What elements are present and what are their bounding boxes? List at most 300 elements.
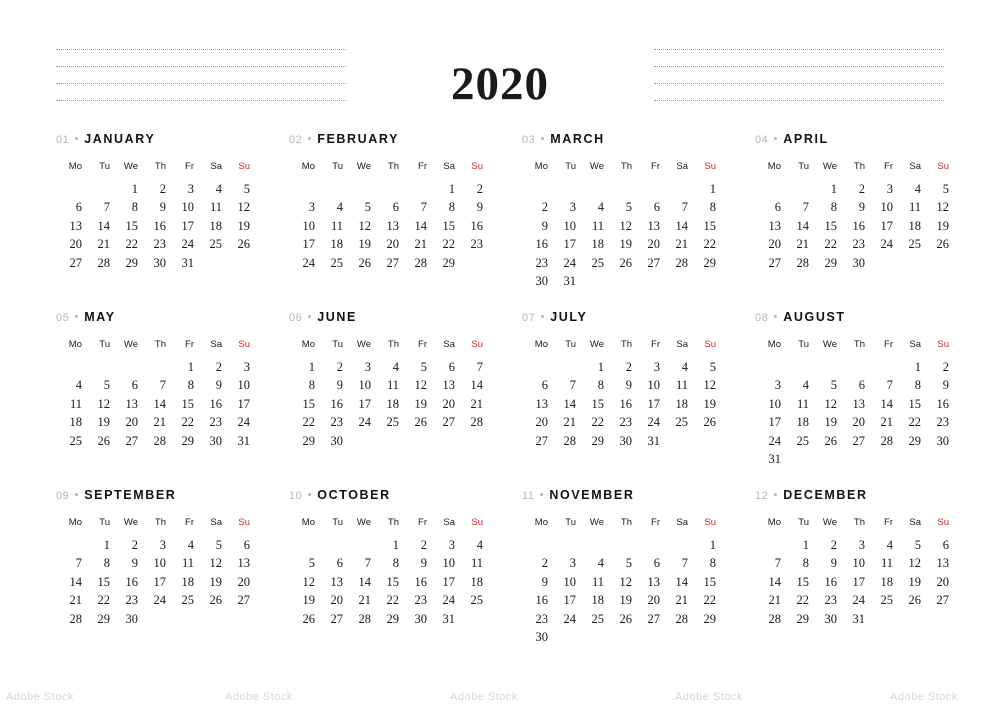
day-cell[interactable]: 19 — [619, 237, 632, 251]
day-cell[interactable]: 22 — [908, 415, 921, 429]
day-cell[interactable]: 7 — [75, 556, 82, 570]
day-cell[interactable]: 12 — [703, 378, 716, 392]
day-cell[interactable]: 2 — [942, 359, 949, 374]
day-cell[interactable]: 22 — [386, 593, 399, 607]
day-cell[interactable]: 15 — [703, 218, 716, 233]
day-cell[interactable]: 27 — [69, 255, 82, 270]
day-cell[interactable]: 11 — [591, 218, 604, 233]
day-cell[interactable]: 22 — [125, 237, 138, 251]
day-cell[interactable]: 29 — [591, 433, 604, 448]
day-cell[interactable]: 8 — [914, 378, 921, 392]
day-cell[interactable]: 1 — [187, 359, 194, 374]
day-cell[interactable]: 12 — [619, 574, 632, 589]
day-cell[interactable]: 21 — [414, 237, 427, 251]
day-cell[interactable]: 17 — [302, 237, 315, 251]
day-cell[interactable]: 1 — [830, 181, 837, 196]
day-cell[interactable]: 8 — [830, 200, 837, 214]
day-cell[interactable]: 14 — [358, 574, 371, 589]
day-cell[interactable]: 28 — [97, 255, 110, 270]
day-cell[interactable]: 4 — [392, 359, 399, 374]
day-cell[interactable]: 20 — [768, 237, 781, 251]
day-cell[interactable]: 24 — [563, 611, 576, 626]
day-cell[interactable]: 9 — [541, 574, 548, 589]
day-cell[interactable]: 13 — [647, 218, 660, 233]
day-cell[interactable]: 19 — [824, 415, 837, 429]
day-cell[interactable]: 5 — [215, 537, 222, 552]
day-cell[interactable]: 12 — [358, 218, 371, 233]
day-cell[interactable]: 16 — [535, 593, 548, 607]
day-cell[interactable]: 31 — [852, 611, 865, 626]
day-cell[interactable]: 8 — [597, 378, 604, 392]
day-cell[interactable]: 1 — [709, 537, 716, 552]
day-cell[interactable]: 5 — [942, 181, 949, 196]
day-cell[interactable]: 17 — [358, 396, 371, 411]
day-cell[interactable]: 20 — [535, 415, 548, 429]
day-cell[interactable]: 18 — [386, 396, 399, 411]
day-cell[interactable]: 17 — [563, 593, 576, 607]
day-cell[interactable]: 1 — [131, 181, 138, 196]
day-cell[interactable]: 15 — [591, 396, 604, 411]
day-cell[interactable]: 19 — [703, 396, 716, 411]
day-cell[interactable]: 22 — [97, 593, 110, 607]
day-cell[interactable]: 10 — [880, 200, 893, 214]
day-cell[interactable]: 14 — [414, 218, 427, 233]
day-cell[interactable]: 23 — [619, 415, 632, 429]
day-cell[interactable]: 10 — [153, 556, 166, 570]
day-cell[interactable]: 6 — [131, 378, 138, 392]
day-cell[interactable]: 20 — [647, 237, 660, 251]
day-cell[interactable]: 7 — [886, 378, 893, 392]
day-cell[interactable]: 7 — [774, 556, 781, 570]
day-cell[interactable]: 20 — [647, 593, 660, 607]
day-cell[interactable]: 2 — [420, 537, 427, 552]
day-cell[interactable]: 8 — [448, 200, 455, 214]
day-cell[interactable]: 7 — [476, 359, 483, 374]
day-cell[interactable]: 26 — [703, 415, 716, 429]
day-cell[interactable]: 18 — [675, 396, 688, 411]
day-cell[interactable]: 10 — [358, 378, 371, 392]
day-cell[interactable]: 19 — [237, 218, 250, 233]
day-cell[interactable]: 13 — [647, 574, 660, 589]
day-cell[interactable]: 30 — [153, 255, 166, 270]
day-cell[interactable]: 7 — [569, 378, 576, 392]
day-cell[interactable]: 20 — [330, 593, 343, 607]
day-cell[interactable]: 12 — [824, 396, 837, 411]
day-cell[interactable]: 9 — [541, 218, 548, 233]
day-cell[interactable]: 15 — [181, 396, 194, 411]
day-cell[interactable]: 28 — [153, 433, 166, 448]
day-cell[interactable]: 10 — [768, 396, 781, 411]
day-cell[interactable]: 4 — [336, 200, 343, 214]
day-cell[interactable]: 5 — [914, 537, 921, 552]
day-cell[interactable]: 21 — [69, 593, 82, 607]
day-cell[interactable]: 3 — [308, 200, 315, 214]
day-cell[interactable]: 19 — [97, 415, 110, 429]
day-cell[interactable]: 19 — [908, 574, 921, 589]
day-cell[interactable]: 1 — [392, 537, 399, 552]
day-cell[interactable]: 16 — [619, 396, 632, 411]
day-cell[interactable]: 17 — [237, 396, 250, 411]
day-cell[interactable]: 18 — [470, 574, 483, 589]
day-cell[interactable]: 30 — [414, 611, 427, 626]
day-cell[interactable]: 29 — [386, 611, 399, 626]
day-cell[interactable]: 22 — [796, 593, 809, 607]
day-cell[interactable]: 27 — [442, 415, 455, 429]
day-cell[interactable]: 24 — [768, 433, 781, 448]
day-cell[interactable]: 13 — [237, 556, 250, 570]
day-cell[interactable]: 8 — [103, 556, 110, 570]
day-cell[interactable]: 27 — [647, 255, 660, 270]
day-cell[interactable]: 3 — [858, 537, 865, 552]
day-cell[interactable]: 24 — [302, 255, 315, 270]
day-cell[interactable]: 16 — [470, 218, 483, 233]
day-cell[interactable]: 10 — [442, 556, 455, 570]
day-cell[interactable]: 27 — [768, 255, 781, 270]
day-cell[interactable]: 12 — [414, 378, 427, 392]
day-cell[interactable]: 25 — [591, 255, 604, 270]
day-cell[interactable]: 27 — [386, 255, 399, 270]
day-cell[interactable]: 3 — [187, 181, 194, 196]
day-cell[interactable]: 11 — [796, 396, 809, 411]
day-cell[interactable]: 22 — [181, 415, 194, 429]
day-cell[interactable]: 5 — [625, 556, 632, 570]
day-cell[interactable]: 13 — [768, 218, 781, 233]
day-cell[interactable]: 25 — [796, 433, 809, 448]
day-cell[interactable]: 5 — [364, 200, 371, 214]
day-cell[interactable]: 2 — [541, 200, 548, 214]
day-cell[interactable]: 1 — [308, 359, 315, 374]
day-cell[interactable]: 28 — [358, 611, 371, 626]
day-cell[interactable]: 6 — [448, 359, 455, 374]
day-cell[interactable]: 19 — [414, 396, 427, 411]
day-cell[interactable]: 30 — [824, 611, 837, 626]
day-cell[interactable]: 13 — [852, 396, 865, 411]
day-cell[interactable]: 2 — [336, 359, 343, 374]
day-cell[interactable]: 10 — [302, 218, 315, 233]
day-cell[interactable]: 17 — [563, 237, 576, 251]
day-cell[interactable]: 13 — [535, 396, 548, 411]
day-cell[interactable]: 12 — [619, 218, 632, 233]
day-cell[interactable]: 22 — [703, 237, 716, 251]
day-cell[interactable]: 2 — [476, 181, 483, 196]
day-cell[interactable]: 22 — [302, 415, 315, 429]
day-cell[interactable]: 25 — [880, 593, 893, 607]
day-cell[interactable]: 18 — [591, 593, 604, 607]
day-cell[interactable]: 24 — [358, 415, 371, 429]
day-cell[interactable]: 9 — [159, 200, 166, 214]
day-cell[interactable]: 14 — [675, 574, 688, 589]
day-cell[interactable]: 6 — [243, 537, 250, 552]
day-cell[interactable]: 18 — [209, 218, 222, 233]
day-cell[interactable]: 26 — [619, 255, 632, 270]
day-cell[interactable]: 1 — [448, 181, 455, 196]
day-cell[interactable]: 29 — [824, 255, 837, 270]
day-cell[interactable]: 9 — [625, 378, 632, 392]
day-cell[interactable]: 16 — [330, 396, 343, 411]
day-cell[interactable]: 7 — [159, 378, 166, 392]
day-cell[interactable]: 20 — [125, 415, 138, 429]
day-cell[interactable]: 2 — [131, 537, 138, 552]
day-cell[interactable]: 16 — [535, 237, 548, 251]
day-cell[interactable]: 26 — [619, 611, 632, 626]
day-cell[interactable]: 21 — [563, 415, 576, 429]
day-cell[interactable]: 11 — [386, 378, 399, 392]
day-cell[interactable]: 13 — [69, 218, 82, 233]
day-cell[interactable]: 8 — [802, 556, 809, 570]
day-cell[interactable]: 6 — [653, 200, 660, 214]
day-cell[interactable]: 3 — [774, 378, 781, 392]
day-cell[interactable]: 19 — [619, 593, 632, 607]
day-cell[interactable]: 24 — [181, 237, 194, 251]
day-cell[interactable]: 22 — [591, 415, 604, 429]
day-cell[interactable]: 12 — [97, 396, 110, 411]
day-cell[interactable]: 23 — [824, 593, 837, 607]
day-cell[interactable]: 27 — [535, 433, 548, 448]
day-cell[interactable]: 29 — [125, 255, 138, 270]
day-cell[interactable]: 14 — [796, 218, 809, 233]
day-cell[interactable]: 10 — [563, 218, 576, 233]
day-cell[interactable]: 27 — [647, 611, 660, 626]
day-cell[interactable]: 28 — [563, 433, 576, 448]
day-cell[interactable]: 23 — [852, 237, 865, 251]
day-cell[interactable]: 29 — [302, 433, 315, 448]
day-cell[interactable]: 23 — [330, 415, 343, 429]
day-cell[interactable]: 3 — [159, 537, 166, 552]
day-cell[interactable]: 29 — [796, 611, 809, 626]
day-cell[interactable]: 14 — [880, 396, 893, 411]
day-cell[interactable]: 6 — [75, 200, 82, 214]
day-cell[interactable]: 13 — [442, 378, 455, 392]
day-cell[interactable]: 25 — [675, 415, 688, 429]
day-cell[interactable]: 18 — [69, 415, 82, 429]
day-cell[interactable]: 7 — [681, 556, 688, 570]
day-cell[interactable]: 24 — [153, 593, 166, 607]
day-cell[interactable]: 11 — [209, 200, 222, 214]
day-cell[interactable]: 4 — [597, 200, 604, 214]
day-cell[interactable]: 26 — [358, 255, 371, 270]
day-cell[interactable]: 18 — [908, 218, 921, 233]
day-cell[interactable]: 27 — [237, 593, 250, 607]
day-cell[interactable]: 19 — [936, 218, 949, 233]
day-cell[interactable]: 13 — [125, 396, 138, 411]
day-cell[interactable]: 11 — [880, 556, 893, 570]
day-cell[interactable]: 11 — [330, 218, 343, 233]
day-cell[interactable]: 26 — [97, 433, 110, 448]
day-cell[interactable]: 27 — [125, 433, 138, 448]
day-cell[interactable]: 6 — [942, 537, 949, 552]
day-cell[interactable]: 16 — [414, 574, 427, 589]
day-cell[interactable]: 1 — [914, 359, 921, 374]
day-cell[interactable]: 6 — [774, 200, 781, 214]
day-cell[interactable]: 1 — [709, 181, 716, 196]
day-cell[interactable]: 21 — [880, 415, 893, 429]
day-cell[interactable]: 18 — [181, 574, 194, 589]
day-cell[interactable]: 3 — [243, 359, 250, 374]
day-cell[interactable]: 8 — [131, 200, 138, 214]
day-cell[interactable]: 6 — [653, 556, 660, 570]
day-cell[interactable]: 27 — [936, 593, 949, 607]
day-cell[interactable]: 31 — [563, 274, 576, 288]
day-cell[interactable]: 3 — [569, 556, 576, 570]
day-cell[interactable]: 23 — [209, 415, 222, 429]
day-cell[interactable]: 2 — [830, 537, 837, 552]
day-cell[interactable]: 21 — [675, 593, 688, 607]
day-cell[interactable]: 21 — [97, 237, 110, 251]
day-cell[interactable]: 4 — [681, 359, 688, 374]
day-cell[interactable]: 12 — [237, 200, 250, 214]
day-cell[interactable]: 5 — [103, 378, 110, 392]
day-cell[interactable]: 8 — [709, 556, 716, 570]
day-cell[interactable]: 5 — [420, 359, 427, 374]
day-cell[interactable]: 22 — [442, 237, 455, 251]
day-cell[interactable]: 24 — [880, 237, 893, 251]
day-cell[interactable]: 26 — [209, 593, 222, 607]
day-cell[interactable]: 8 — [187, 378, 194, 392]
day-cell[interactable]: 25 — [181, 593, 194, 607]
day-cell[interactable]: 27 — [330, 611, 343, 626]
day-cell[interactable]: 2 — [858, 181, 865, 196]
day-cell[interactable]: 15 — [302, 396, 315, 411]
day-cell[interactable]: 13 — [936, 556, 949, 570]
day-cell[interactable]: 15 — [97, 574, 110, 589]
day-cell[interactable]: 16 — [936, 396, 949, 411]
day-cell[interactable]: 2 — [625, 359, 632, 374]
day-cell[interactable]: 23 — [125, 593, 138, 607]
day-cell[interactable]: 17 — [768, 415, 781, 429]
day-cell[interactable]: 11 — [908, 200, 921, 214]
day-cell[interactable]: 2 — [159, 181, 166, 196]
day-cell[interactable]: 4 — [215, 181, 222, 196]
day-cell[interactable]: 26 — [908, 593, 921, 607]
day-cell[interactable]: 17 — [181, 218, 194, 233]
day-cell[interactable]: 30 — [535, 274, 548, 288]
day-cell[interactable]: 2 — [215, 359, 222, 374]
day-cell[interactable]: 4 — [476, 537, 483, 552]
day-cell[interactable]: 28 — [414, 255, 427, 270]
day-cell[interactable]: 25 — [69, 433, 82, 448]
day-cell[interactable]: 30 — [125, 611, 138, 626]
day-cell[interactable]: 23 — [414, 593, 427, 607]
day-cell[interactable]: 14 — [97, 218, 110, 233]
day-cell[interactable]: 9 — [420, 556, 427, 570]
day-cell[interactable]: 20 — [936, 574, 949, 589]
day-cell[interactable]: 3 — [569, 200, 576, 214]
day-cell[interactable]: 22 — [824, 237, 837, 251]
day-cell[interactable]: 23 — [470, 237, 483, 251]
day-cell[interactable]: 29 — [703, 255, 716, 270]
day-cell[interactable]: 27 — [852, 433, 865, 448]
day-cell[interactable]: 5 — [308, 556, 315, 570]
day-cell[interactable]: 12 — [209, 556, 222, 570]
day-cell[interactable]: 25 — [330, 255, 343, 270]
day-cell[interactable]: 16 — [125, 574, 138, 589]
day-cell[interactable]: 10 — [852, 556, 865, 570]
day-cell[interactable]: 6 — [541, 378, 548, 392]
day-cell[interactable]: 10 — [237, 378, 250, 392]
day-cell[interactable]: 14 — [69, 574, 82, 589]
day-cell[interactable]: 9 — [336, 378, 343, 392]
day-cell[interactable]: 15 — [796, 574, 809, 589]
day-cell[interactable]: 9 — [476, 200, 483, 214]
day-cell[interactable]: 26 — [414, 415, 427, 429]
day-cell[interactable]: 16 — [153, 218, 166, 233]
day-cell[interactable]: 4 — [802, 378, 809, 392]
day-cell[interactable]: 20 — [852, 415, 865, 429]
day-cell[interactable]: 16 — [824, 574, 837, 589]
day-cell[interactable]: 10 — [647, 378, 660, 392]
day-cell[interactable]: 25 — [591, 611, 604, 626]
day-cell[interactable]: 4 — [914, 181, 921, 196]
day-cell[interactable]: 3 — [653, 359, 660, 374]
day-cell[interactable]: 26 — [302, 611, 315, 626]
day-cell[interactable]: 1 — [802, 537, 809, 552]
day-cell[interactable]: 21 — [796, 237, 809, 251]
day-cell[interactable]: 9 — [942, 378, 949, 392]
day-cell[interactable]: 28 — [675, 255, 688, 270]
day-cell[interactable]: 2 — [541, 556, 548, 570]
day-cell[interactable]: 18 — [880, 574, 893, 589]
day-cell[interactable]: 31 — [768, 452, 781, 466]
day-cell[interactable]: 23 — [153, 237, 166, 251]
day-cell[interactable]: 1 — [597, 359, 604, 374]
day-cell[interactable]: 11 — [591, 574, 604, 589]
day-cell[interactable]: 13 — [330, 574, 343, 589]
day-cell[interactable]: 31 — [181, 255, 194, 270]
day-cell[interactable]: 30 — [619, 433, 632, 448]
day-cell[interactable]: 3 — [886, 181, 893, 196]
day-cell[interactable]: 25 — [209, 237, 222, 251]
day-cell[interactable]: 13 — [386, 218, 399, 233]
day-cell[interactable]: 6 — [336, 556, 343, 570]
day-cell[interactable]: 12 — [936, 200, 949, 214]
day-cell[interactable]: 7 — [364, 556, 371, 570]
day-cell[interactable]: 26 — [237, 237, 250, 251]
day-cell[interactable]: 5 — [709, 359, 716, 374]
day-cell[interactable]: 28 — [675, 611, 688, 626]
day-cell[interactable]: 26 — [824, 433, 837, 448]
day-cell[interactable]: 11 — [675, 378, 688, 392]
day-cell[interactable]: 28 — [768, 611, 781, 626]
day-cell[interactable]: 30 — [209, 433, 222, 448]
day-cell[interactable]: 4 — [886, 537, 893, 552]
day-cell[interactable]: 17 — [880, 218, 893, 233]
day-cell[interactable]: 22 — [703, 593, 716, 607]
day-cell[interactable]: 29 — [97, 611, 110, 626]
day-cell[interactable]: 7 — [802, 200, 809, 214]
day-cell[interactable]: 18 — [330, 237, 343, 251]
day-cell[interactable]: 11 — [470, 556, 483, 570]
day-cell[interactable]: 25 — [908, 237, 921, 251]
day-cell[interactable]: 11 — [181, 556, 194, 570]
day-cell[interactable]: 4 — [75, 378, 82, 392]
day-cell[interactable]: 6 — [858, 378, 865, 392]
day-cell[interactable]: 4 — [187, 537, 194, 552]
day-cell[interactable]: 20 — [237, 574, 250, 589]
day-cell[interactable]: 14 — [675, 218, 688, 233]
day-cell[interactable]: 5 — [243, 181, 250, 196]
day-cell[interactable]: 15 — [908, 396, 921, 411]
day-cell[interactable]: 29 — [442, 255, 455, 270]
day-cell[interactable]: 30 — [852, 255, 865, 270]
day-cell[interactable]: 19 — [209, 574, 222, 589]
day-cell[interactable]: 21 — [675, 237, 688, 251]
day-cell[interactable]: 15 — [442, 218, 455, 233]
day-cell[interactable]: 20 — [69, 237, 82, 251]
day-cell[interactable]: 21 — [153, 415, 166, 429]
day-cell[interactable]: 7 — [681, 200, 688, 214]
day-cell[interactable]: 30 — [535, 630, 548, 644]
day-cell[interactable]: 5 — [625, 200, 632, 214]
